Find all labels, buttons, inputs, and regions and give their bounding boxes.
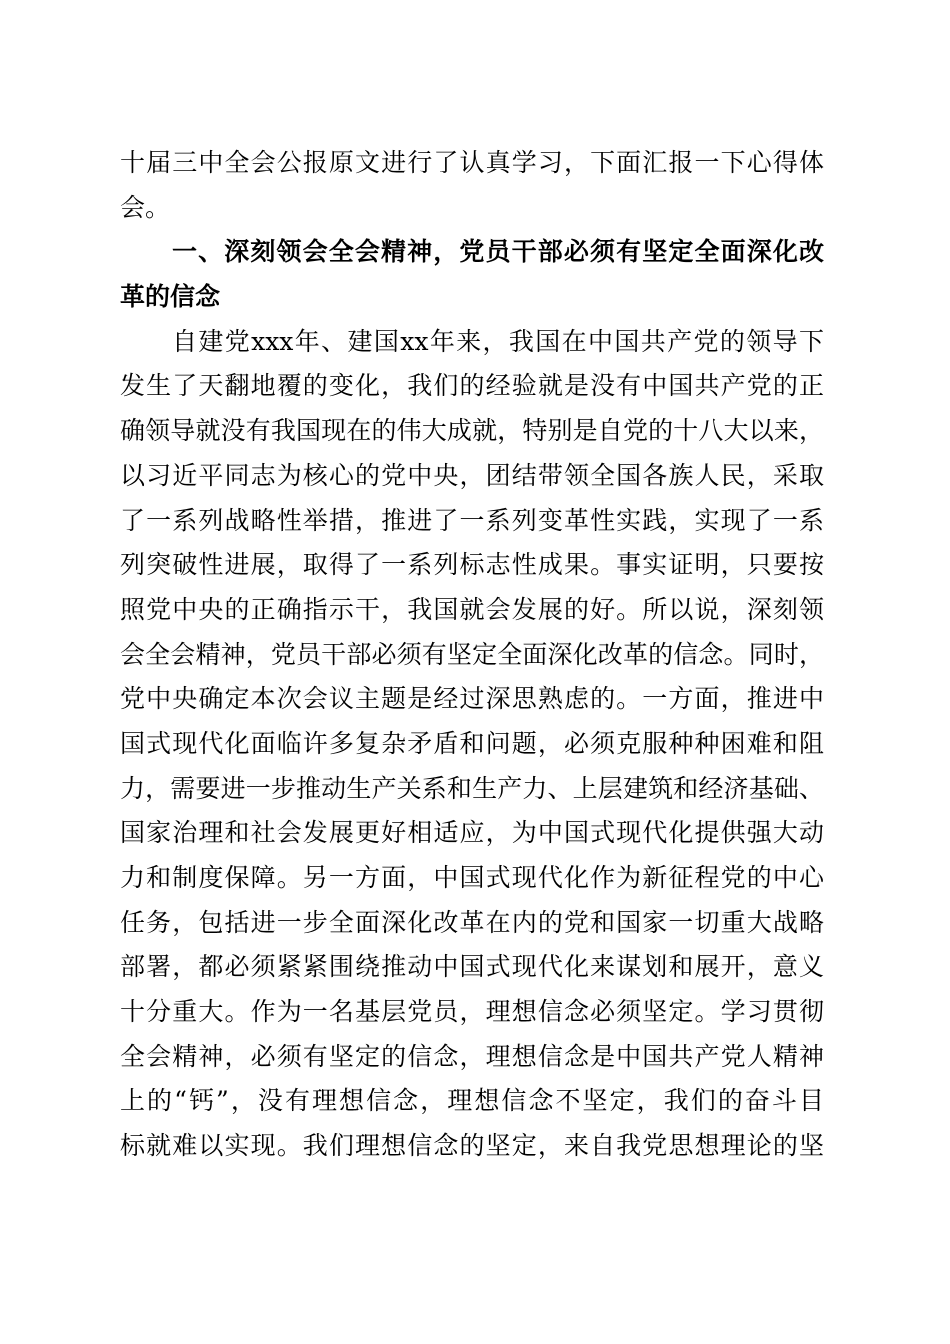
paragraph-line: 力，需要进一步推动生产关系和生产力、上层建筑和经济基础、 [120,773,824,803]
paragraph-line: 了一系列战略性举措，推进了一系列变革性实践，实现了一系 [120,505,824,535]
paragraph-line: 力和制度保障。另一方面，中国式现代化作为新征程党的中心 [120,863,824,892]
paragraph-line: 自建党xxx年、建国xx年来，我国在中国共产党的领导下 [172,326,824,356]
paragraph-line: 以习近平同志为核心的党中央，团结带领全国各族人民，采取 [120,460,824,490]
paragraph-line: 列突破性进展，取得了一系列标志性成果。事实证明，只要按 [120,550,824,580]
paragraph-line: 十届三中全会公报原文进行了认真学习，下面汇报一下心得体 [120,148,824,177]
paragraph-line: 会。 [120,192,171,222]
paragraph-line: 照党中央的正确指示干，我国就会发展的好。所以说，深刻领 [120,594,824,624]
paragraph-line: 国家治理和社会发展更好相适应，为中国式现代化提供强大动 [120,818,824,848]
paragraph-line: 标就难以实现。我们理想信念的坚定，来自我党思想理论的坚 [120,1131,824,1161]
document-body [120,141,824,1169]
paragraph-line: 会全会精神，党员干部必须有坚定全面深化改革的信念。同时， [120,639,824,669]
section-heading-line: 一、深刻领会全会精神，党员干部必须有坚定全面深化改 [172,237,824,267]
paragraph-line: 上的“钙”，没有理想信念，理想信念不坚定，我们的奋斗目 [120,1086,824,1116]
paragraph-line: 十分重大。作为一名基层党员，理想信念必须坚定。学习贯彻 [120,997,824,1027]
paragraph-line: 发生了天翻地覆的变化，我们的经验就是没有中国共产党的正 [120,371,824,401]
paragraph-line: 确领导就没有我国现在的伟大成就，特别是自党的十八大以来， [120,416,824,446]
section-heading-line: 革的信念 [120,282,221,312]
paragraph-line: 全会精神，必须有坚定的信念，理想信念是中国共产党人精神 [120,1041,824,1071]
paragraph-line: 部署，都必须紧紧围绕推动中国式现代化来谋划和展开，意义 [120,952,824,982]
paragraph-line: 任务，包括进一步全面深化改革在内的党和国家一切重大战略 [120,907,824,937]
paragraph-line: 党中央确定本次会议主题是经过深思熟虑的。一方面，推进中 [120,684,824,714]
paragraph-line: 国式现代化面临许多复杂矛盾和问题，必须克服种种困难和阻 [120,728,824,758]
